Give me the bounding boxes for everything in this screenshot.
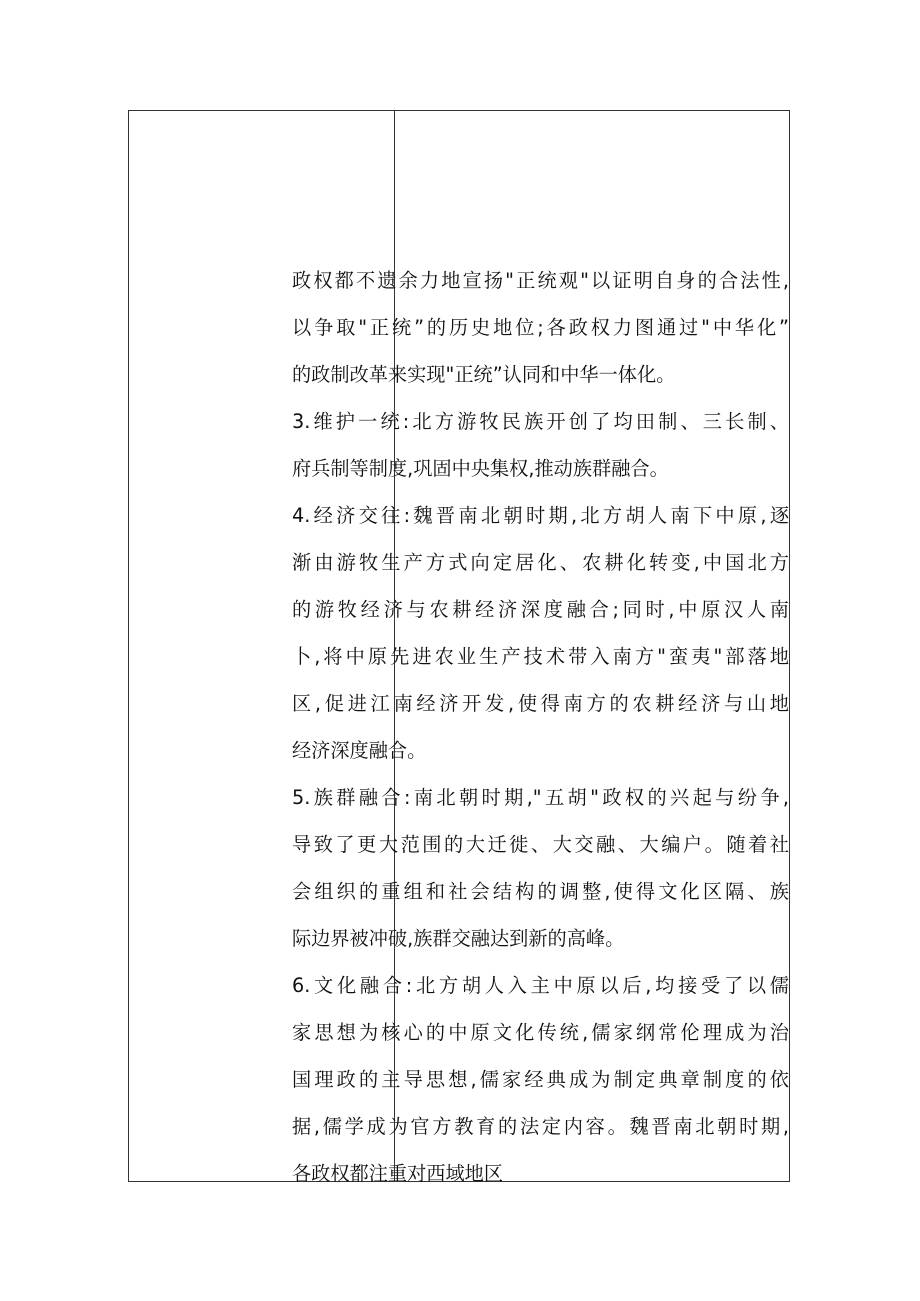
text-line: 经济深度融合。	[292, 739, 427, 762]
text-line: 卜,将中原先进农业生产技术带入南方"蛮夷"部落地	[292, 645, 789, 668]
text-line: 府兵制等制度,巩固中央集权,推动族群融合。	[292, 457, 669, 480]
text-line: 据,儒学成为官方教育的法定内容。魏晋南北朝时期,	[292, 1115, 789, 1138]
text-line: 渐由游牧生产方式向定居化、农耕化转变,中国北方	[292, 551, 789, 574]
text-line: 6.文化融合:北方胡人入主中原以后,均接受了以儒	[292, 974, 789, 997]
text-line: 际边界被冲破,族群交融达到新的高峰。	[292, 927, 625, 950]
text-line: 5.族群融合:南北朝时期,"五胡"政权的兴起与纷争,	[292, 786, 789, 809]
table-frame	[128, 110, 790, 1185]
text-line: 3.维护一统:北方游牧民族开创了均田制、三长制、	[292, 410, 789, 433]
text-line: 国理政的主导思想,儒家经典成为制定典章制度的依	[292, 1068, 789, 1091]
text-line: 各政权都注重对西域地区	[292, 1162, 504, 1185]
text-line: 区,促进江南经济开发,使得南方的农耕经济与山地	[292, 692, 789, 715]
text-line: 的游牧经济与农耕经济深度融合;同时,中原汉人南	[292, 598, 789, 621]
text-line: 4.经济交往:魏晋南北朝时期,北方胡人南下中原,逐	[292, 504, 789, 527]
text-line: 政权都不遗余力地宣扬"正统观"以证明自身的合法性,	[292, 269, 789, 292]
text-line: 导致了更大范围的大迁徙、大交融、大编户。随着社	[292, 833, 789, 856]
table-cell-content	[292, 257, 789, 1197]
text-line: 以争取"正统”的历史地位;各政权力图通过"中华化”	[292, 316, 789, 339]
text-line: 家思想为核心的中原文化传统,儒家纲常伦理成为治	[292, 1021, 789, 1044]
text-line: 的政制改革来实现"正统”认同和中华一体化。	[292, 363, 676, 386]
text-line: 会组织的重组和社会结构的调整,使得文化区隔、族	[292, 880, 789, 903]
